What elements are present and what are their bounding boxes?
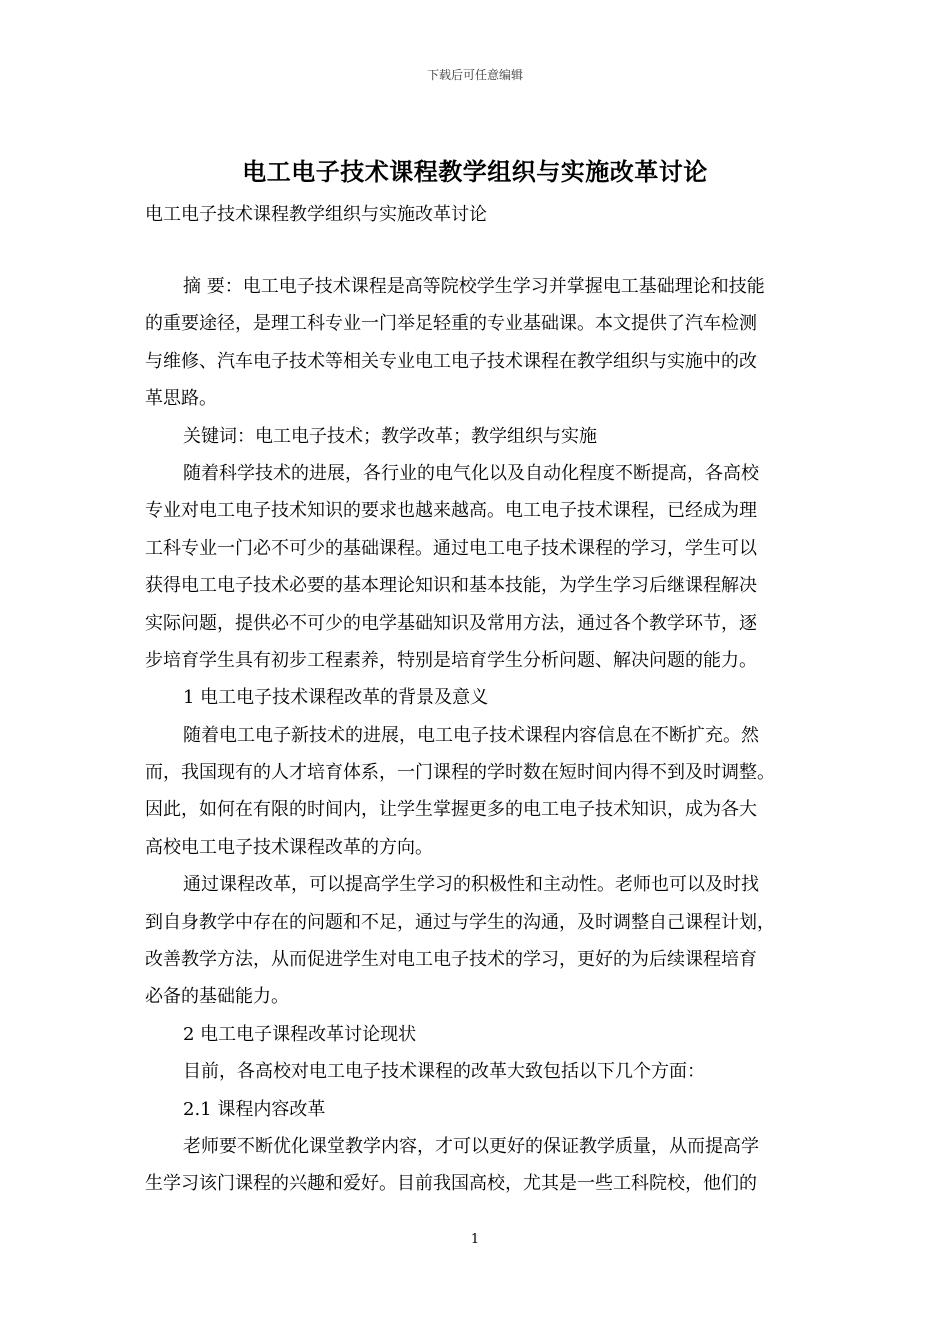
abstract-line: 革思路。 <box>145 388 217 410</box>
paragraph-line: 必备的基础能力。 <box>145 986 289 1008</box>
paragraph-line: 目前，各高校对电工电子技术课程的改革大致包括以下几个方面： <box>183 1061 705 1083</box>
abstract-line: 的重要途径，是理工科专业一门举足轻重的专业基础课。本文提供了汽车检测 <box>145 313 757 335</box>
paragraph-line: 获得电工电子技术必要的基本理论知识和基本技能，为学生学习后继课程解决 <box>145 575 757 597</box>
paragraph-line: 步培育学生具有初步工程素养，特别是培育学生分析问题、解决问题的能力。 <box>145 649 757 671</box>
section-heading: 2 电工电子课程改革讨论现状 <box>183 1023 417 1045</box>
subsection-heading: 2.1 课程内容改革 <box>183 1098 326 1120</box>
paragraph-line: 实际问题，提供必不可少的电学基础知识及常用方法，通过各个教学环节，逐 <box>145 612 757 634</box>
header-note: 下载后可任意编辑 <box>426 68 523 82</box>
paragraph-line: 改善教学方法，从而促进学生对电工电子技术的学习，更好的为后续课程培育 <box>145 949 757 971</box>
document-title: 电工电子技术课程教学组织与实施改革讨论 <box>242 157 708 186</box>
paragraph-line: 因此，如何在有限的时间内，让学生掌握更多的电工电子技术知识，成为各大 <box>145 799 757 821</box>
page-number: 1 <box>470 1232 480 1247</box>
paragraph-line: 老师要不断优化课堂教学内容，才可以更好的保证教学质量，从而提高学 <box>183 1135 759 1157</box>
paragraph-line: 到自身教学中存在的问题和不足，通过与学生的沟通，及时调整自己课程计划， <box>145 911 775 933</box>
keywords-line: 关键词：电工电子技术；教学改革；教学组织与实施 <box>183 425 597 447</box>
document-subtitle: 电工电子技术课程教学组织与实施改革讨论 <box>145 204 487 225</box>
paragraph-line: 随着科学技术的进展，各行业的电气化以及自动化程度不断提高，各高校 <box>183 462 759 484</box>
abstract-line: 与维修、汽车电子技术等相关专业电工电子技术课程在教学组织与实施中的改 <box>145 350 757 372</box>
paragraph-line: 通过课程改革，可以提高学生学习的积极性和主动性。老师也可以及时找 <box>183 874 759 896</box>
paragraph-line: 高校电工电子技术课程改革的方向。 <box>145 836 433 858</box>
body-text <box>145 268 825 1203</box>
abstract-line: 摘 要：电工电子技术课程是高等院校学生学习并掌握电工基础理论和技能 <box>183 276 765 297</box>
paragraph-line: 而，我国现有的人才培育体系，一门课程的学时数在短时间内得不到及时调整。 <box>145 762 775 784</box>
paragraph-line: 随着电工电子新技术的进展，电工电子技术课程内容信息在不断扩充。然 <box>183 724 759 746</box>
paragraph-line: 工科专业一门必不可少的基础课程。通过电工电子技术课程的学习，学生可以 <box>145 537 757 559</box>
paragraph-line: 专业对电工电子技术知识的要求也越来越高。电工电子技术课程，已经成为理 <box>145 500 757 522</box>
paragraph-line: 生学习该门课程的兴趣和爱好。目前我国高校，尤其是一些工科院校，他们的 <box>145 1173 757 1195</box>
section-heading: 1 电工电子技术课程改革的背景及意义 <box>183 687 489 709</box>
